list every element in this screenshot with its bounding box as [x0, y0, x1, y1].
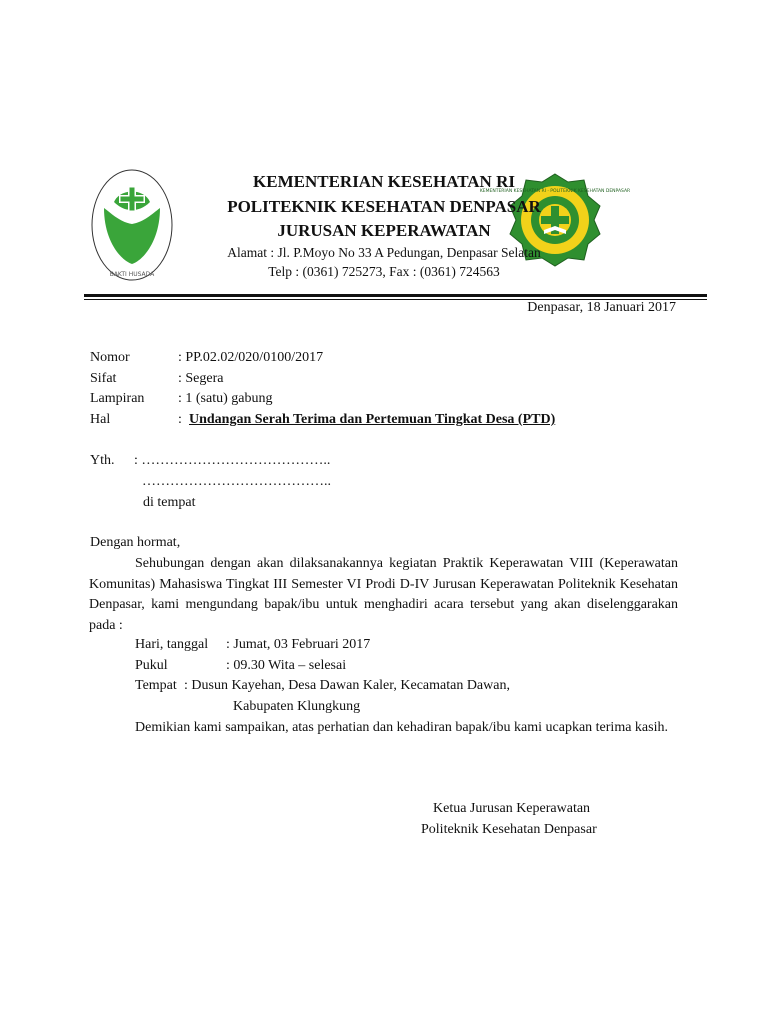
logo-right-text: KEMENTERIAN KESEHATAN RI · POLITEKNIK KESEHATAN DENPASAR: [479, 189, 631, 194]
schedule-place-label: Tempat: [135, 678, 177, 693]
phone-fax-line: Telp : (0361) 725273, Fax : (0361) 724563: [268, 264, 500, 279]
greeting: Dengan hormat,: [90, 535, 181, 550]
addressee-line-2: …………………………………..: [142, 474, 331, 489]
schedule-place-value: : Dusun Kayehan, Desa Dawan Kaler, Kecamatan Dawan,: [184, 678, 510, 693]
addressee-label: Yth.: [90, 453, 115, 468]
department-heading: JURUSAN KEPERAWATAN: [277, 221, 491, 240]
meta-value-sifat: : Segera: [178, 371, 224, 386]
meta-value-nomor: : PP.02.02/020/0100/2017: [178, 350, 324, 365]
letter-date: Denpasar, 18 Januari 2017: [527, 300, 676, 315]
ministry-heading: KEMENTERIAN KESEHATAN RI: [253, 172, 515, 191]
meta-label-sifat: Sifat: [90, 371, 117, 386]
signature-institution: Politeknik Kesehatan Denpasar: [421, 822, 597, 837]
meta-colon-hal: :: [178, 412, 182, 427]
schedule-day-label: Hari, tanggal: [135, 637, 209, 652]
meta-label-nomor: Nomor: [90, 350, 130, 365]
meta-value-lampiran: : 1 (satu) gabung: [178, 391, 273, 406]
letterhead-rule-thick: [84, 294, 707, 297]
schedule-time-value: : 09.30 Wita – selesai: [226, 658, 347, 673]
body-paragraph: Sehubungan dengan akan dilaksanakannya kegiatan Praktik Keperawatan VIII (Keperawatan Komunitas) Mahasiswa Tingkat III Semester VI Prodi D-IV Jurusan Keperawatan Politeknik Kesehatan Denpasar, kami mengundang bapak/ibu untuk menghadiri acara tersebut yang akan diselenggarakan pada :: [89, 556, 678, 633]
addressee-line-1: : …………………………………..: [134, 453, 331, 468]
logo-left-text: BAKTI HUSADA: [109, 271, 155, 278]
closing-paragraph: Demikian kami sampaikan, atas perhatian dan kehadiran bapak/ibu kami ucapkan terima kasih.: [135, 720, 668, 735]
meta-value-hal: Undangan Serah Terima dan Pertemuan Tingkat Desa (PTD): [189, 412, 556, 427]
meta-label-hal: Hal: [90, 412, 111, 427]
address-line: Alamat : Jl. P.Moyo No 33 A Pedungan, Denpasar Selatan: [227, 245, 541, 260]
meta-label-lampiran: Lampiran: [90, 391, 145, 406]
schedule-time-label: Pukul: [135, 658, 168, 673]
signature-title: Ketua Jurusan Keperawatan: [433, 801, 591, 816]
addressee-place: di tempat: [143, 495, 196, 510]
schedule-place-value-2: Kabupaten Klungkung: [233, 699, 361, 714]
institution-heading: POLITEKNIK KESEHATAN DENPASAR: [227, 197, 541, 216]
schedule-day-value: : Jumat, 03 Februari 2017: [226, 637, 371, 652]
